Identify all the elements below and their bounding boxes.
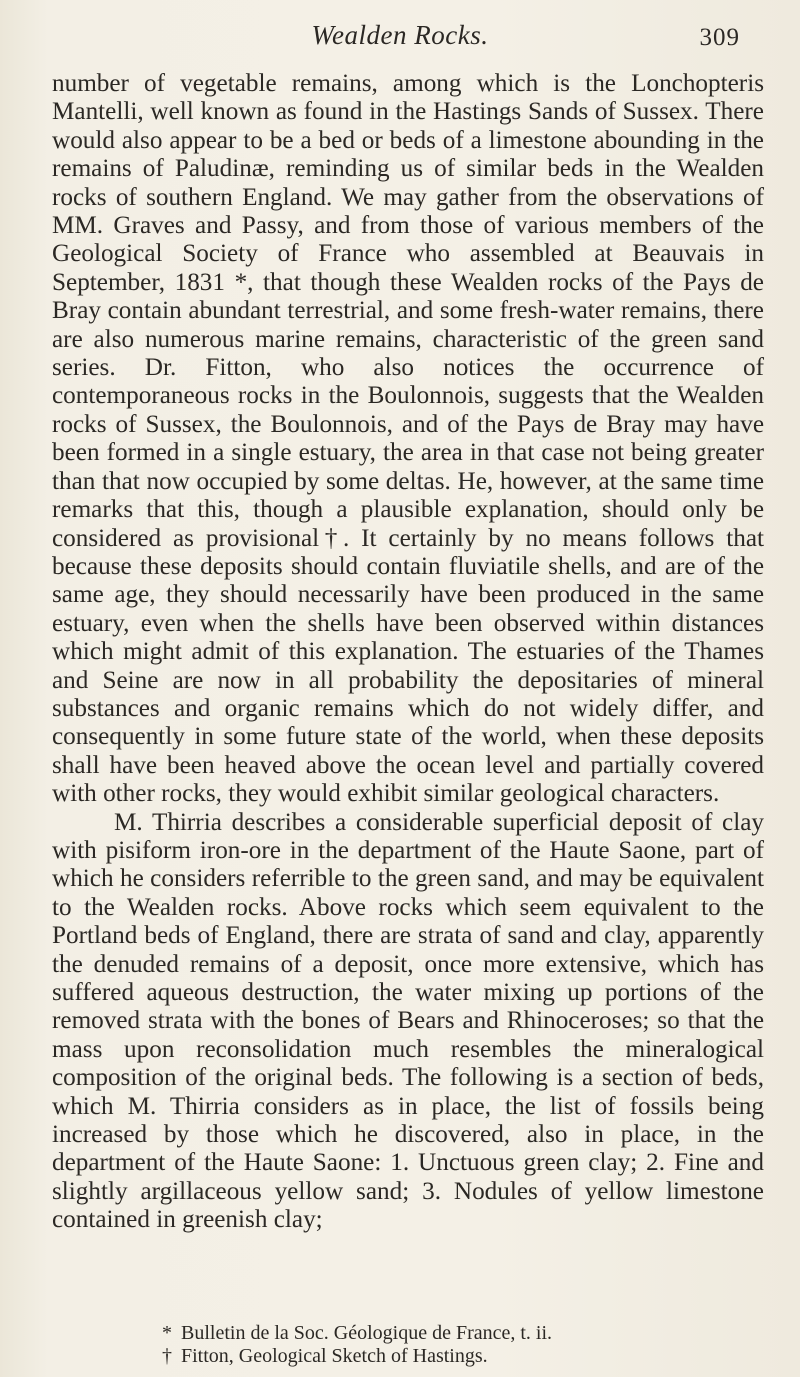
footnote-mark: * — [162, 1322, 172, 1344]
paragraph-2: M. Thirria describes a considerable superficial deposit of clay with pisiform iron-ore in the department of the Haute Saone, part of which he considers referrible to the green sand, and may be equivalent to the Wealden rocks. Above rocks which seem equivalent to the Portland beds of England, there are strata of sand and clay, apparently the denuded remains of a deposit, once more extensive, which has suffered aqueous destruction, the water mixing up portions of the removed strata with the bones of Bears and Rhinoceroses; so that the mass upon reconsolidation much resembles the mineralogical composition of the original beds. The following is a section of beds, which M. Thirria considers as in place, the list of fossils being increased by those which he discovered, also in place, in the department of the Haute Saone: 1. Unctuous green clay; 2. Fine and slightly argillaceous yellow sand; 3. Nodules of yellow limestone contained in greenish clay; — [52, 808, 764, 1234]
footnote-text: Fitton, Geological Sketch of Hastings. — [181, 1345, 488, 1367]
body-text — [52, 70, 764, 1235]
page-header — [60, 12, 740, 60]
footnote-2 — [52, 1345, 764, 1368]
running-title: Wealden Rocks. — [311, 20, 489, 50]
footnote-text: Bulletin de la Soc. Géologique de France, t. ii. — [181, 1322, 553, 1344]
footnotes — [52, 1322, 764, 1368]
footnote-mark: † — [162, 1345, 172, 1367]
footnote-1 — [52, 1322, 764, 1345]
page-number: 309 — [699, 24, 740, 51]
paragraph-1: number of vegetable remains, among which is the Lonchopteris Mantelli, well known as found in the Hastings Sands of Sussex. There would also appear to be a bed or beds of a limestone abounding in the remains of Paludinæ, reminding us of similar beds in the Wealden rocks of southern England. We may gather from the observations of MM. Graves and Passy, and from those of various members of the Geological Society of France who assembled at Beauvais in September, 1831 *, that though these Wealden rocks of the Pays de Bray contain abundant terrestrial, and some fresh-water remains, there are also numerous marine remains, characteristic of the green sand series. Dr. Fitton, who also notices the occurrence of contemporaneous rocks in the Boulonnois, suggests that the Wealden rocks of Sussex, the Boulonnois, and of the Pays de Bray may have been formed in a single estuary, the area in that case not being greater than that now occupied by some deltas. He, however, at the same time remarks that this, though a plausible explanation, should only be considered as provisional†. It certainly by no means follows that because these deposits should contain fluviatile shells, and are of the same age, they should necessarily have been produced in the same estuary, even when the shells have been observed within distances which might admit of this explanation. The estuaries of the Thames and Seine are now in all probability the depositaries of mineral substances and organic remains which do not widely differ, and consequently in some future state of the world, when these deposits shall have been heaved above the ocean level and partially covered with other rocks, they would exhibit similar geological characters. — [52, 70, 764, 808]
